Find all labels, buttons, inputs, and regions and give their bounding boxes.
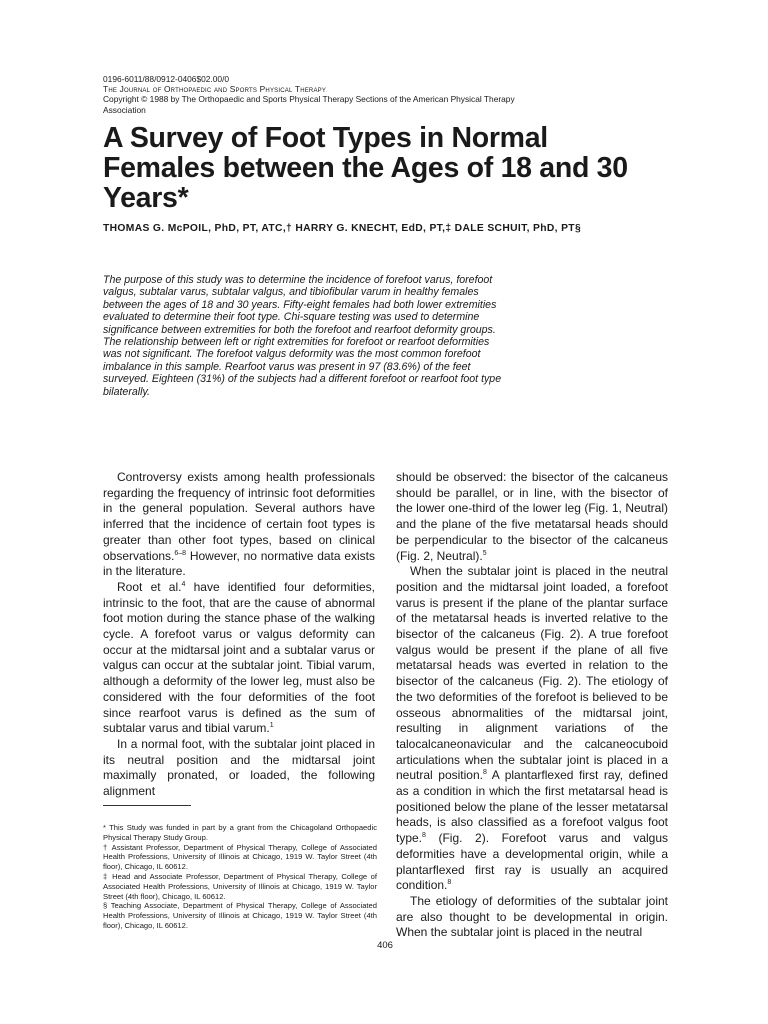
footnote-divider (103, 805, 191, 806)
journal-header (103, 74, 523, 115)
footnote-funding: * This Study was funded in part by a grant from the Chicagoland Orthopaedic Physical Therapy Study Group. (103, 823, 377, 842)
citation: 5 (482, 549, 487, 557)
body-column-right (396, 470, 668, 941)
footnotes (103, 823, 377, 931)
page-number: 406 (377, 940, 393, 951)
copyright-line: Copyright © 1988 by The Orthopaedic and Sports Physical Therapy Sections of the American Physical Therapy Association (103, 94, 515, 115)
paragraph-3: In a normal foot, with the subtalar joint placed in its neutral position and the midtarsal joint maximally pronated, or loaded, the following alignment (103, 736, 375, 799)
article-title: A Survey of Foot Types in Normal Females between the Ages of 18 and 30 Years* (103, 122, 628, 214)
citation: 4 (181, 580, 186, 588)
footnote-author-1: † Assistant Professor, Department of Physical Therapy, College of Associated Health Professions, University of Illinois at Chicago, 1919 W. Taylor Street (4th floor), Chicago, IL 60612. (103, 842, 377, 872)
citation: 8 (482, 769, 487, 777)
article-code: 0196-6011/88/0912-0406$02.00/0 (103, 74, 230, 84)
footnote-author-3: § Teaching Associate, Department of Physical Therapy, College of Associated Health Professions, University of Illinois at Chicago, 1919 W. Taylor Street (4th floor), Chicago, IL 60612. (103, 901, 377, 930)
citation: 1 (269, 722, 274, 730)
journal-name: The Journal of Orthopaedic and Sports Physical Therapy (103, 84, 327, 95)
body-column-left (103, 470, 375, 800)
paragraph-1: Controversy exists among health professionals regarding the frequency of intrinsic foot deformities in the general population. Several authors have inferred that the incidence of certain foot types is greater than other foot types, based on clinical observations.$^{6-8}$ However, no normative data exists in the literature. (103, 470, 375, 579)
citation: 8 (422, 832, 426, 840)
paragraph-2: Root et al.$^4$ have identified four deformities, intrinsic to the foot, that are the cause of abnormal foot motion during the stance phase of the walking cycle. A forefoot varus or valgus deformity can occur at the midtarsal joint and a subtalar varus or valgus can occur at the subtalar joint. Tibial varum, although a deformity of the lower leg, must also be considered with the four deformities of the foot since rearfoot varus is defined as the sum of subtalar varus and tibial varum.$^1$ (103, 579, 375, 736)
author-line: THOMAS G. McPOIL, PhD, PT, ATC,† HARRY G. KNECHT, EdD, PT,‡ DALE SCHUIT, PhD, PT§ (103, 223, 582, 234)
paragraph-6: The etiology of deformities of the subtalar joint are also thought to be developmental in origin. When the subtalar joint is placed in the neutral (396, 893, 668, 940)
citation: 6–8 (174, 549, 187, 557)
paragraph-4: should be observed: the bisector of the calcaneus should be parallel, or in line, with the bisector of the lower one-third of the lower leg (Fig. 1, Neutral) and the plane of the five metatarsal heads should be perpendicular to the bisector of the calcaneus (Fig. 2, Neutral).$^5$ (396, 470, 668, 563)
paragraph-5: When the subtalar joint is placed in the neutral position and the midtarsal joint loaded, a forefoot varus is present if the plane of the plantar surface of the metatarsal heads is inverted relative to the bisector of the calcaneus (Fig. 2). A true forefoot valgus would be present if the plane of all five metatarsal heads was everted in relation to the bisector of the calcaneus (Fig. 2). The etiology of the two deformities of the forefoot is believed to be osseous abnormalities of the midtarsal joint, resulting in alignment variations of the talocalcaneonavicular and the calcaneocuboid articulations when the subtalar joint is placed in a neutral position.$^8$ A plantarflexed first ray, defined as a condition in which the first metatarsal head is positioned below the plane of the lesser metatarsal heads, is also classified as a forefoot valgus foot type.$^8$ (Fig. 2). Forefoot varus and valgus deformities have a developmental origin, while a plantarflexed first ray is usually an acquired condition.$^8$ (396, 564, 668, 893)
citation: 8 (447, 879, 452, 887)
footnote-author-2: ‡ Head and Associate Professor, Department of Physical Therapy, College of Associated Health Professions, University of Illinois at Chicago, 1919 W. Taylor Street (4th floor), Chicago, IL 60612. (103, 871, 377, 901)
abstract: The purpose of this study was to determine the incidence of forefoot varus, forefoot valgus, subtalar varus, subtalar valgus, and tibiofibular varum in healthy females between the ages of 18 and 30 years. Fifty-eight females had both lower extremities evaluated to determine their foot type. Chi-square testing was used to determine significance between extremities for both the forefoot and rearfoot deformity groups. The relationship between left or right extremities for forefoot or rearfoot deformities was not significant. The forefoot valgus deformity was the most common forefoot imbalance in this sample. Rearfoot varus was present in 97 (83.6%) of the feet surveyed. Eighteen (31%) of the subjects had a different forefoot or rearfoot foot type bilaterally. (103, 274, 502, 398)
